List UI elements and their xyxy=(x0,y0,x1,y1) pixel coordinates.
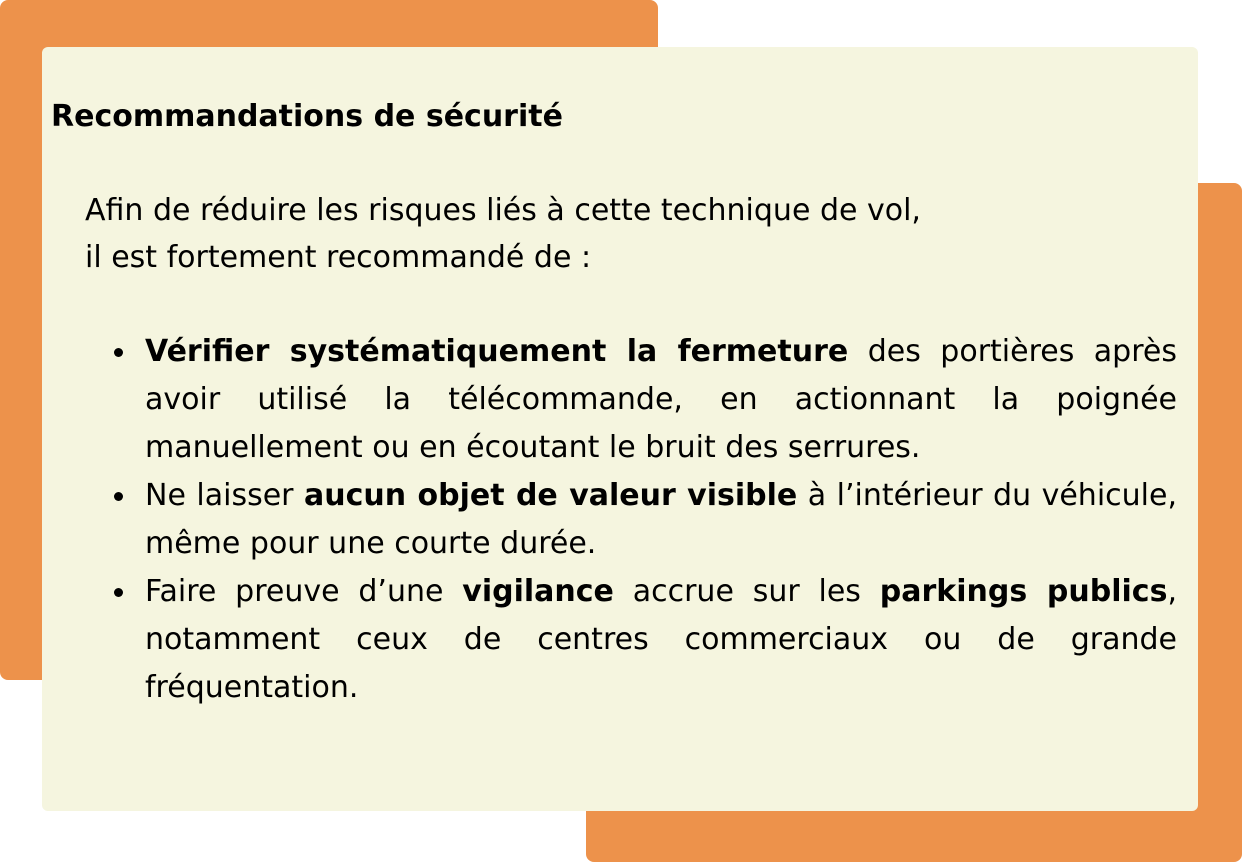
item-text: à l’intérieur du véhicule, même pour une courte durée. xyxy=(145,478,1177,561)
list-item xyxy=(145,328,1177,472)
intro-paragraph xyxy=(85,187,1085,281)
emphasis-text: parkings publics xyxy=(879,574,1168,609)
item-text: Faire preuve d’une xyxy=(145,574,463,609)
item-text: , notamment ceux de centres commerciaux ou de grande fréquentation. xyxy=(145,574,1177,705)
intro-line-2: il est fortement recommandé de : xyxy=(85,240,592,275)
intro-line-1: Afin de réduire les risques liés à cette technique de vol, xyxy=(85,193,921,228)
emphasis-text: aucun objet de valeur visible xyxy=(304,478,798,513)
emphasis-text: vigilance xyxy=(462,574,614,609)
bullet-icon xyxy=(114,348,123,357)
security-recommendations-card xyxy=(42,47,1198,811)
card-title: Recommandations de sécurité xyxy=(51,99,563,134)
list-item xyxy=(145,568,1177,712)
recommendations-list xyxy=(145,328,1177,712)
emphasis-text: Vérifier systématiquement la fermeture xyxy=(145,334,849,369)
list-item xyxy=(145,472,1177,568)
item-text: des portières après avoir utilisé la télécommande, en actionnant la poignée manuellement ou en écoutant le bruit des serrures. xyxy=(145,334,1177,465)
item-text: Ne laisser xyxy=(145,478,304,513)
bullet-icon xyxy=(114,588,123,597)
item-text: accrue sur les xyxy=(613,574,880,609)
bullet-icon xyxy=(114,492,123,501)
